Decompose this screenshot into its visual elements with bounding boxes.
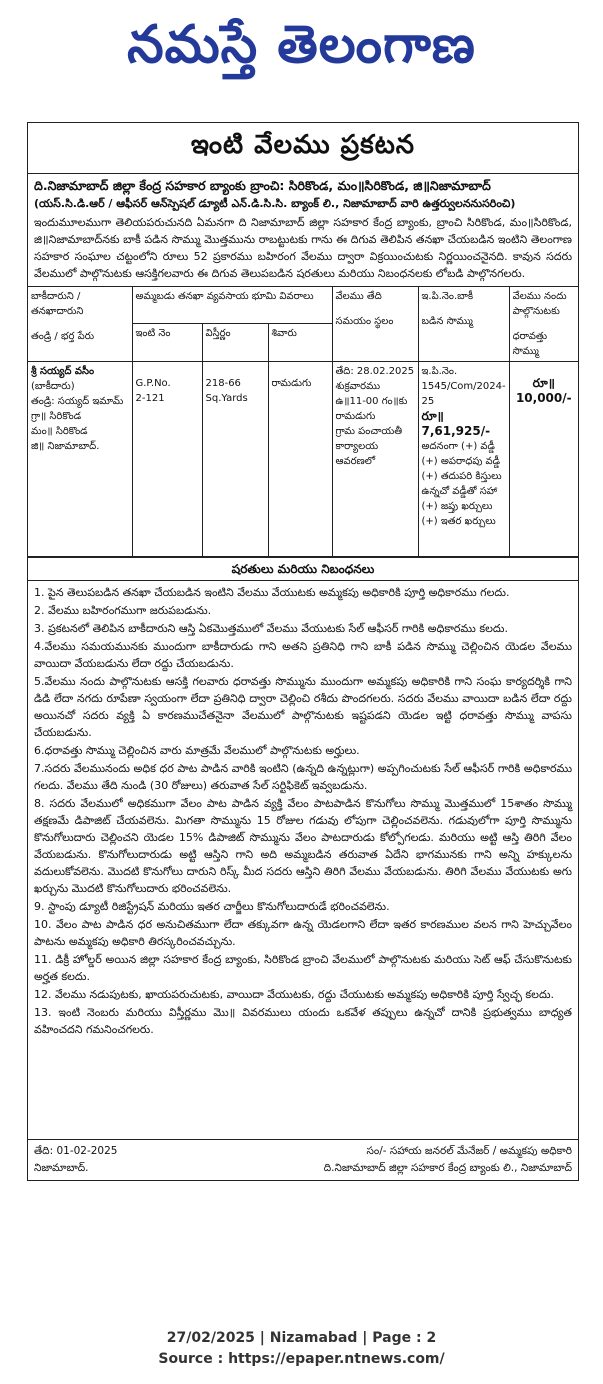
notice-date: తేది: 01-02-2025 bbox=[34, 1145, 118, 1157]
authority-line: (యస్.సి.డి.ఆర్ / ఆఫీసర్ ఆన్‌స్పెషల్ డ్యూటీ ఎన్.డి.సి.సి. బ్యాంక్ లి., నిజామాబాద్ వారి ఉత్తర్వులననుసరించి) bbox=[34, 197, 516, 210]
cell-boundary: రామడుగు bbox=[268, 362, 332, 557]
header-borrower: బాకీదారుని /తనఖాదారుని తండ్రి / భర్త పేరు bbox=[28, 287, 132, 362]
list-item: 6.ధరావత్తు సొమ్ము చెల్లించిన వారు మాత్రమే వేలములో పాల్గొనుటకు అర్హులు. bbox=[34, 744, 360, 757]
list-item: 5.వేలము నందు పాల్గొనుటకు ఆసక్తి గలవారు ధరావత్తు సొమ్మును ముందుగా అమ్మకపు అధికారికి గాని సంఘ కార్యదర్శికి గాని డిడి లేదా నగదు రూపేణా స్వయంగా లేదా ప్రతినిధి ద్వారా చెల్లించి రశీదు పొందగలరు. సదరు వేలము వాయిదా బడిన లేదా రద్దు అయినచో సదరు వ్యక్తి ఏ కారణముచేతనైనా వేలములో పాల్గొనుటకు ఇష్టపడని యెడల ఇట్టి ధరావత్తు సొమ్ము వాపసు చేయబడును. bbox=[34, 675, 572, 739]
header-boundary: శివారు bbox=[268, 324, 332, 362]
notice-place: నిజామాబాద్. bbox=[34, 1162, 89, 1174]
header-auction: వేలము తేది సమయం స్థలం bbox=[332, 287, 418, 362]
masthead bbox=[0, 6, 603, 84]
signatory: సం/- సహాయ జనరల్ మేనేజర్ / అమ్మకపు అధికారి bbox=[366, 1145, 572, 1157]
auction-notice bbox=[27, 122, 579, 1181]
cell-deposit bbox=[509, 362, 578, 557]
list-item: 4.వేలము సమయమునకు ముందుగా బాకీదారుడు గాని అతని ప్రతినిధి గాని బాకీ పడిన సొమ్ము చెల్లించిన యెడల వేలము వాయిదా వేయబడును లేదా రద్దు చేయబడును. bbox=[34, 640, 572, 670]
list-item: 8. సదరు వేలములో అధికముగా వేలం పాట పాడిన వ్యక్తి వేలం పాటపాడిన కొనుగోలు సొమ్ము మొత్తములో 15శాతం సొమ్ము తక్షణమే డిపాజిట్ చేయవలెను. మిగతా సొమ్మును 15 రోజుల గడువు లోపుగా చెల్లించవలెను. గడువులోగా పూర్తి సొమ్మును కొనుగోలుదారు చెల్లించని యెడల 15% డిపాజిట్ సొమ్మును వేలం పాటదారుడు కోల్పోగలడు. మరియు అట్టి ఆస్తి తిరిగి వేలం వేయబడును. కొనుగోలుదారుడు అట్టి ఆస్తిని గాని అది అమ్మబడిన తరువాత ఏదేని భాగమునకు గాని అన్ని హక్కులను వదులుకోవలెను. మొదటి కొనుగోలు దారుని రిస్క్ మీద సదరు ఆస్తిని తిరిగి వేలము వేయబడును. తిరిగి వేలము వేయుటకు అగు ఖర్చును మొదటి కొనుగోలుదారు భరించవలెను. bbox=[34, 797, 572, 895]
list-item: 3. ప్రకటనలో తెలిపిన బాకీదారుని ఆస్తి ఏకమొత్తములో వేలము వేయుటకు సేల్ ఆఫీసర్ గారికి అధికారము కలదు. bbox=[34, 622, 508, 635]
list-item: 11. డిక్రీ హోల్డర్ అయిన జిల్లా సహకార కేంద్ర బ్యాంకు, సిరికొండ బ్రాంచి వేలములో పాల్గొనుటకు మరియు సెట్ ఆఫ్ చేసుకొనుటకు అర్హత కలదు. bbox=[34, 953, 572, 983]
list-item: 7.సదరు వేలమునందు అధిక ధర పాట పాడిన వారికి ఇంటిని (ఉన్నది ఉన్నట్లుగా) అప్పగించుటకు సేల్ ఆఫీసర్ గారికి అధికారము గలదు. వేలము తేది నుండి (30 రోజులు) తరువాత సేల్ సర్టిఫికెట్ ఇవ్వబడును. bbox=[34, 762, 572, 792]
source-caption bbox=[0, 1328, 603, 1370]
notice-footer bbox=[28, 1139, 578, 1180]
header-deposit: వేలము నందు పాల్గొనుటకు ధరావత్తు సొమ్ము bbox=[509, 287, 578, 362]
cell-auction: తేది: 28.02.2025 శుక్రవారము ఉ॥11-00 గం॥కు రామడుగు గ్రామ పంచాయతీ కార్యాలయ ఆవరణలో bbox=[332, 362, 418, 557]
notice-subheader bbox=[28, 174, 578, 212]
footer-left bbox=[34, 1143, 117, 1177]
signatory-bank: ది.నిజామాబాద్ జిల్లా సహకార కేంద్ర బ్యాంకు లి., నిజామాబాద్ bbox=[323, 1162, 572, 1174]
source-url: Source : https://epaper.ntnews.com/ bbox=[158, 1351, 445, 1367]
table-row bbox=[28, 362, 578, 557]
list-item: 10. వేలం పాట పాడిన ధర అనుచితముగా లేదా తక్కువగా ఉన్న యెడలగాని లేదా ఇతర కారణముల వలన గాని హెచ్చువేలం పాటను అమ్మకపు అధికారి తిరస్కరించవచ్చును. bbox=[34, 918, 572, 948]
cell-borrower: శ్రీ సయ్యద్ వసీం (బాకీదారు) తండ్రి: సయ్యద్ ఇమామ్ గ్రా॥ సిరికొండ మం॥ సిరికొండ జి॥ నిజామాబాద్. bbox=[28, 362, 132, 557]
edition-line: 27/02/2025 | Nizamabad | Page : 2 bbox=[166, 1330, 437, 1346]
list-item: 13. ఇంటి నెంబరు మరియు విస్తీర్ణము మొ॥ వివరములు యందు ఒకవేళ తప్పులు ఉన్నచో దానికి ప్రభుత్వము బాధ్యత వహించదని గమనించగలరు. bbox=[34, 1006, 572, 1036]
newspaper-logo: నమస్తే తెలంగాణ bbox=[127, 14, 476, 75]
list-item: 2. వేలము బహిరంగముగా జరుపబడును. bbox=[34, 604, 212, 617]
terms-list bbox=[28, 581, 578, 1038]
notice-intro: ఇందుమూలముగా తెలియపరుచునది ఏమనగా ది నిజామాబాద్ జిల్లా సహకార కేంద్ర బ్యాంకు, బ్రాంచి సిరికొండ, మం॥సిరికొండ, జి॥నిజామాబాద్‌నకు బాకీ పడిన సొమ్ము మొత్తమును రాబట్టుటకు గాను ఈ దిగువ తెలిపిన తనఖా చేయబడిన ఇంటిని తెలంగాణ సహకార సంఘాల చట్టంలోని రూలు 52 ప్రకారము బహిరంగ వేలము ద్వారా విక్రయించుటకు నిర్ణయించనైనది. కావున సదరు వేలములో పాల్గొనుటకు ఆసక్తిగలవారు ఈ దిగువ తెలుపబడిన షరతులు మరియు నిబంధనలకు లోబడి పాల్గొనగలరు. bbox=[28, 212, 578, 287]
cell-ep: ఇ.పి.నెం. 1545/Com/2024-25 రూ॥7,61,925/- అదనంగా (+) వడ్డీ (+) అపరాధపు వడ్డీ (+) తదుపరి కిస్తులు ఉన్నచో వడ్డీతో సహా (+) జప్తు ఖర్చులు (+) ఇతర ఖర్చులు bbox=[418, 362, 509, 557]
cell-house-no: G.P.No. 2-121 bbox=[132, 362, 202, 557]
terms-section bbox=[28, 557, 578, 1038]
bank-line: ది.నిజామాబాద్ జిల్లా కేంద్ర సహకార బ్యాంకు బ్రాంచి: సిరికొండ, మం॥సిరికొండ, జి॥నిజామాబాద్ bbox=[34, 178, 491, 193]
dues-amount: రూ॥7,61,925/- bbox=[421, 409, 491, 438]
terms-heading: షరతులు మరియు నిబంధనలు bbox=[28, 558, 578, 581]
deposit-amount: రూ॥ 10,000/- bbox=[515, 376, 572, 405]
header-extent: విస్తీర్ణం bbox=[202, 324, 268, 362]
notice-title-row bbox=[28, 123, 578, 174]
property-table bbox=[28, 287, 578, 557]
header-ep: ఇ.పి.నెం.బాకీ బడిన సొమ్ము bbox=[418, 287, 509, 362]
table-header-row bbox=[28, 287, 578, 324]
notice-title: ఇంటి వేలము ప్రకటన bbox=[190, 130, 416, 160]
cell-extent: 218-66 Sq.Yards bbox=[202, 362, 268, 557]
list-item: 12. వేలము నడుపుటకు, ఖాయపరుచుటకు, వాయిదా వేయుటకు, రద్దు చేయుటకు అమ్మకపు అధికారికి పూర్తి స్వేచ్ఛ కలదు. bbox=[34, 988, 555, 1001]
header-house-no: ఇంటి నెం bbox=[132, 324, 202, 362]
header-property-group: అమ్మబడు తనఖా వ్యవసాయ భూమి వివరాలు bbox=[132, 287, 332, 324]
footer-right bbox=[324, 1143, 572, 1177]
list-item: 1. పైన తెలుపబడిన తనఖా చేయబడిన ఇంటిని వేలము వేయుటకు అమ్మకపు అధికారికి పూర్తి అధికారము గలదు. bbox=[34, 586, 510, 599]
list-item: 9. స్టాంపు డ్యూటీ రిజిస్ట్రేషన్ మరియు ఇతర చార్జీలు కొనుగోలుదారుడే భరించవలెను. bbox=[34, 900, 390, 913]
